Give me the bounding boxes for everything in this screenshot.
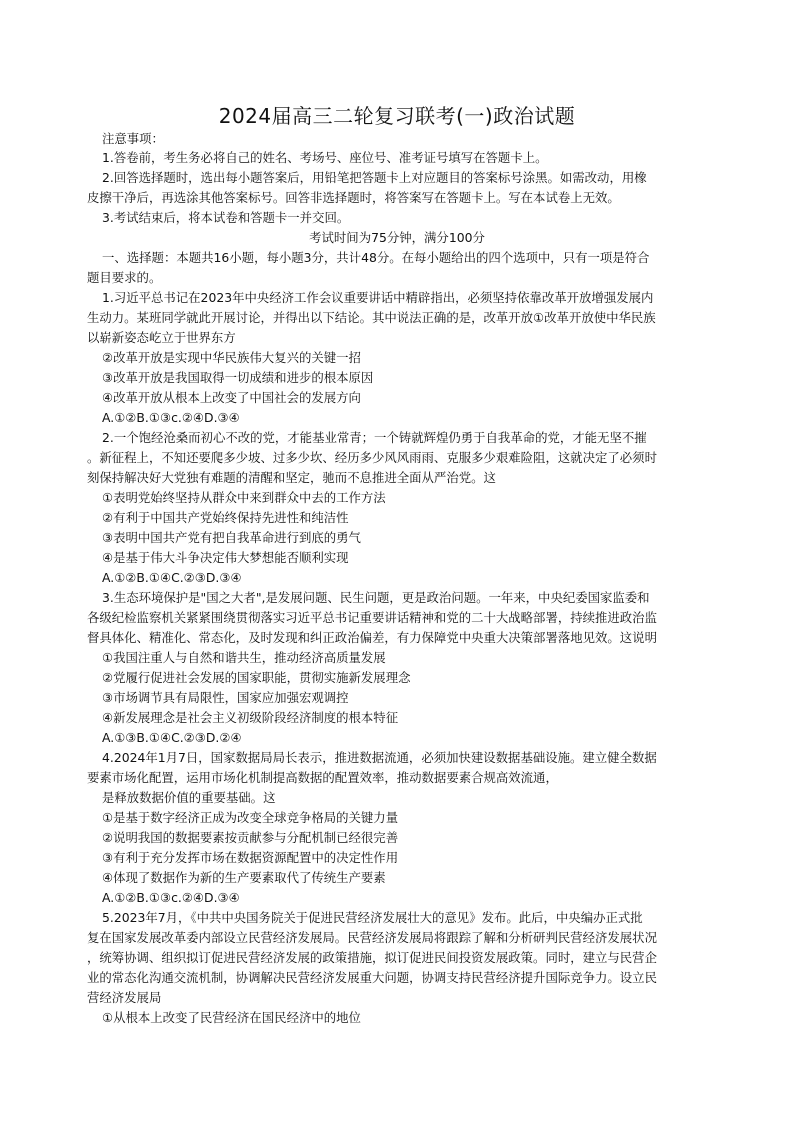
question-1-choices: A.①②B.①③c.②④D.③④ (102, 410, 240, 425)
question-5-stem: 5.2023年7月，《中共中央国务院关于促进民营经济发展壮大的意见》发布。此后，中央编办正式批 (102, 910, 643, 925)
notice-item-3: 3.考试结束后，将本试卷和答题卡一并交回。 (102, 210, 350, 225)
question-5-stem-cont: ，统筹协调、组织拟订促进民营经济发展的政策措施，拟订促进民间投资发展政策。同时，建立与民营企 (87, 950, 657, 965)
notice-item-2-cont: 皮擦干净后，再选涂其他答案标号。回答非选择题时，将答案写在答题卡上。写在本试卷上无效。 (87, 190, 620, 205)
question-4-choices: A.①②B.①③c.②④D.③④ (102, 890, 240, 905)
question-3-option: ②党履行促进社会发展的国家职能，贯彻实施新发展理念 (102, 670, 411, 685)
question-5-stem-cont: 业的常态化沟通交流机制，协调解决民营经济发展重大问题，协调支持民营经济提升国际竞争力。设立民 (87, 970, 657, 985)
question-2-option: ④是基于伟大斗争决定伟大梦想能否顺利实现 (102, 550, 349, 565)
question-1-option: ②改革开放是实现中华民族伟大复兴的关键一招 (102, 350, 361, 365)
question-2-option: ②有利于中国共产党始终保持先进性和纯洁性 (102, 510, 349, 525)
question-2-stem: 2.一个饱经沧桑而初心不改的党，才能基业常青；一个铸就辉煌仍勇于自我革命的党，才能无坚不摧 (102, 430, 647, 445)
question-3-stem-cont: 督具体化、精准化、常态化，及时发现和纠正政治偏差，有力保障党中央重大决策部署落地见效。这说明 (87, 630, 657, 645)
question-2-option: ①表明党始终坚持从群众中来到群众中去的工作方法 (102, 490, 386, 505)
question-3-option: ③市场调节具有局限性，国家应加强宏观调控 (102, 690, 349, 705)
question-5-option: ①从根本上改变了民营经济在国民经济中的地位 (102, 1010, 361, 1025)
exam-time-info: 考试时间为75分钟，满分100分 (309, 230, 485, 245)
question-4-option: ②说明我国的数据要素按贡献参与分配机制已经很完善 (102, 830, 399, 845)
question-1-stem-cont: 以崭新姿态屹立于世界东方 (87, 330, 236, 345)
question-1-stem-cont: 生动力。某班同学就此开展讨论，并得出以下结论。其中说法正确的是，改革开放①改革开放使中华民族 (87, 310, 656, 325)
question-1-option: ③改革开放是我国取得一切成绩和进步的根本原因 (102, 370, 374, 385)
question-3-option: ①我国注重人与自然和谐共生，推动经济高质量发展 (102, 650, 386, 665)
notice-item-1: 1.答卷前，考生务必将自己的姓名、考场号、座位号、准考证号填写在答题卡上。 (102, 150, 548, 165)
notice-heading: 注意事项： (102, 131, 164, 146)
question-4-stem: 4.2024年1月7日，国家数据局局长表示，推进数据流通，必须加快建设数据基础设施。建立健全数据 (102, 750, 657, 765)
section-heading-cont: 题目要求的。 (87, 270, 162, 285)
question-3-choices: A.①③B.①④C.②③D.②④ (102, 730, 242, 745)
question-4-stem-cont: 要素市场化配置，运用市场化机制提高数据的配置效率，推动数据要素合规高效流通， (87, 770, 558, 785)
question-5-stem-cont: 营经济发展局 (87, 990, 162, 1005)
notice-item-2: 2.回答选择题时，选出每小题答案后，用铅笔把答题卡上对应题目的答案标号涂黑。如需改动，用橡 (102, 170, 647, 185)
question-4-option: ④体现了数据作为新的生产要素取代了传统生产要素 (102, 870, 386, 885)
question-4-option: ①是基于数字经济正成为改变全球竞争格局的关键力量 (102, 810, 399, 825)
question-2-choices: A.①②B.①④C.②③D.③④ (102, 570, 242, 585)
question-2-stem-cont: 。新征程上，不知还要爬多少坡、过多少坎、经历多少风风雨雨、克服多少艰难险阻，这就决定了必须时 (87, 450, 657, 465)
section-heading: 一、选择题：本题共16小题，每小题3分，共计48分。在每小题给出的四个选项中，只有一项是符合 (102, 250, 650, 265)
question-4-stem-cont: 是释放数据价值的重要基础。这 (102, 790, 276, 805)
question-3-stem-cont: 各级纪检监察机关紧紧围绕贯彻落实习近平总书记重要讲话精神和党的二十大战略部署，持续推进政治监 (87, 610, 657, 625)
question-3-stem: 3.生态环境保护是"国之大者",是发展问题、民生问题，更是政治问题。一年来，中央纪委国家监委和 (102, 590, 650, 605)
page-title: 2024届高三二轮复习联考(一)政治试题 (218, 104, 576, 128)
question-4-option: ③有利于充分发挥市场在数据资源配置中的决定性作用 (102, 850, 399, 865)
question-2-stem-cont: 刻保持解决好大党独有难题的清醒和坚定，驰而不息推进全面从严治党。这 (87, 470, 496, 485)
question-5-stem-cont: 复在国家发展改革委内部设立民营经济发展局。民营经济发展局将跟踪了解和分析研判民营经济发展状况 (87, 930, 657, 945)
question-2-option: ③表明中国共产党有把自我革命进行到底的勇气 (102, 530, 361, 545)
question-3-option: ④新发展理念是社会主义初级阶段经济制度的根本特征 (102, 710, 399, 725)
question-1-stem: 1.习近平总书记在2023年中央经济工作会议重要讲话中精辟指出，必须坚持依靠改革开放增强发展内 (102, 290, 654, 305)
question-1-option: ④改革开放从根本上改变了中国社会的发展方向 (102, 390, 361, 405)
